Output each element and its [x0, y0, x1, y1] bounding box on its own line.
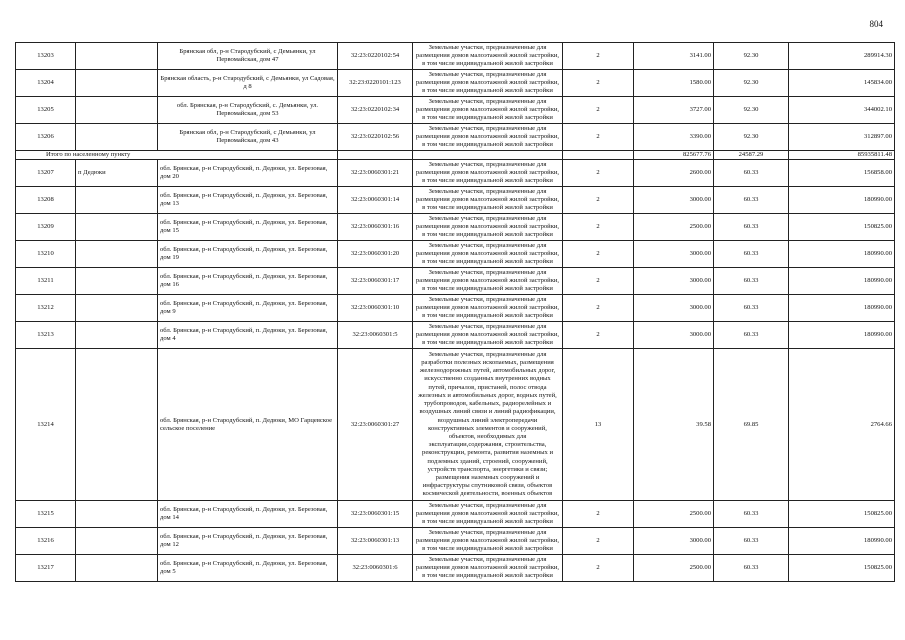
locality-name	[76, 187, 158, 214]
cadastral-number: 32:23:0060301:15	[338, 501, 413, 528]
locality-name	[76, 214, 158, 241]
purpose-category: 13	[563, 349, 634, 501]
row-address: обл. Брянская, р-н Стародубский, п. Дедюки, ул. Березовая, дом 4	[158, 322, 338, 349]
table-row	[16, 214, 895, 241]
cadastral-value: 289914.30	[789, 43, 895, 70]
cadastral-value: 156858.00	[789, 160, 895, 187]
row-address: обл. Брянская, р-н Стародубский, п. Дедюки, ул. Березовая, дом 20	[158, 160, 338, 187]
row-number: 13204	[16, 70, 76, 97]
cadastral-value: 312897.00	[789, 124, 895, 151]
purpose-category: 2	[563, 187, 634, 214]
table-row	[16, 349, 895, 501]
land-purpose: Земельные участки, предназначенные для размещения домов малоэтажной жилой застройки, в том числе индивидуальной жилой застройки	[413, 70, 563, 97]
plot-area: 1580.00	[634, 70, 714, 97]
table-row	[16, 97, 895, 124]
total-empty-cad	[338, 151, 413, 160]
cadastral-number: 32:23:0220102:54	[338, 43, 413, 70]
locality-name	[76, 43, 158, 70]
cadastral-number: 32:23:0060301:6	[338, 555, 413, 582]
purpose-category: 2	[563, 528, 634, 555]
unit-cadastral-value: 60.33	[714, 501, 789, 528]
plot-area: 3000.00	[634, 322, 714, 349]
row-number: 13212	[16, 295, 76, 322]
purpose-category: 2	[563, 555, 634, 582]
locality-name: п Дедюки	[76, 160, 158, 187]
table-row	[16, 70, 895, 97]
row-number: 13214	[16, 349, 76, 501]
purpose-category: 2	[563, 160, 634, 187]
cadastral-value: 180990.00	[789, 268, 895, 295]
row-address: Брянская обл, р-н Стародубский, с Демьянки, ул Первомайская, дом 43	[158, 124, 338, 151]
row-number: 13207	[16, 160, 76, 187]
unit-cadastral-value: 92.30	[714, 43, 789, 70]
land-purpose: Земельные участки, предназначенные для размещения домов малоэтажной жилой застройки, в том числе индивидуальной жилой застройки	[413, 160, 563, 187]
unit-cadastral-value: 60.33	[714, 187, 789, 214]
table-row	[16, 295, 895, 322]
row-number: 13208	[16, 187, 76, 214]
row-address: обл. Брянская, р-н Стародубский, п. Дедюки, ул. Березовая, дом 14	[158, 501, 338, 528]
row-address: обл. Брянская, р-н Стародубский, п. Дедюки, ул. Березовая, дом 19	[158, 241, 338, 268]
row-address: обл. Брянская, р-н Стародубский, с. Демьянки, ул. Первомайская, дом 53	[158, 97, 338, 124]
unit-cadastral-value: 92.30	[714, 97, 789, 124]
cadastral-value: 145834.00	[789, 70, 895, 97]
total-label: Итого по населенному пункту	[16, 151, 338, 160]
locality-name	[76, 295, 158, 322]
table-row	[16, 555, 895, 582]
unit-cadastral-value: 60.33	[714, 268, 789, 295]
locality-name	[76, 501, 158, 528]
row-number: 13211	[16, 268, 76, 295]
table-row	[16, 187, 895, 214]
cadastral-number: 32:23:0060301:21	[338, 160, 413, 187]
purpose-category: 2	[563, 241, 634, 268]
plot-area: 3000.00	[634, 187, 714, 214]
row-number: 13216	[16, 528, 76, 555]
row-address: обл. Брянская, р-н Стародубский, п. Дедюки, МО Гарцевское сельское поселение	[158, 349, 338, 501]
row-number: 13206	[16, 124, 76, 151]
unit-cadastral-value: 60.33	[714, 295, 789, 322]
land-cadastral-table	[15, 42, 895, 582]
cadastral-value: 180990.00	[789, 187, 895, 214]
land-purpose: Земельные участки, предназначенные для размещения домов малоэтажной жилой застройки, в том числе индивидуальной жилой застройки	[413, 124, 563, 151]
land-purpose: Земельные участки, предназначенные для размещения домов малоэтажной жилой застройки, в том числе индивидуальной жилой застройки	[413, 295, 563, 322]
purpose-category: 2	[563, 501, 634, 528]
row-address: обл. Брянская, р-н Стародубский, п. Дедюки, ул. Березовая, дом 5	[158, 555, 338, 582]
plot-area: 3727.00	[634, 97, 714, 124]
purpose-category: 2	[563, 70, 634, 97]
row-address: обл. Брянская, р-н Стародубский, п. Дедюки, ул. Березовая, дом 13	[158, 187, 338, 214]
unit-cadastral-value: 60.33	[714, 555, 789, 582]
row-address: обл. Брянская, р-н Стародубский, п. Дедюки, ул. Березовая, дом 16	[158, 268, 338, 295]
locality-name	[76, 322, 158, 349]
total-price: 24587.29	[714, 151, 789, 160]
row-address: обл. Брянская, р-н Стародубский, п. Дедюки, ул. Березовая, дом 9	[158, 295, 338, 322]
plot-area: 2500.00	[634, 214, 714, 241]
cadastral-value: 150825.00	[789, 555, 895, 582]
cadastral-value: 180990.00	[789, 528, 895, 555]
cadastral-number: 32:23:0060301:17	[338, 268, 413, 295]
purpose-category: 2	[563, 124, 634, 151]
purpose-category: 2	[563, 43, 634, 70]
land-purpose: Земельные участки, предназначенные для размещения домов малоэтажной жилой застройки, в том числе индивидуальной жилой застройки	[413, 322, 563, 349]
locality-name	[76, 555, 158, 582]
locality-name	[76, 349, 158, 501]
total-empty-category	[563, 151, 634, 160]
unit-cadastral-value: 60.33	[714, 322, 789, 349]
cadastral-number: 32:23:0060301:13	[338, 528, 413, 555]
table-body	[16, 43, 895, 582]
cadastral-number: 32:23:0220102:34	[338, 97, 413, 124]
cadastral-value: 150825.00	[789, 501, 895, 528]
row-number: 13213	[16, 322, 76, 349]
cadastral-value: 180990.00	[789, 322, 895, 349]
plot-area: 3000.00	[634, 295, 714, 322]
plot-area: 3000.00	[634, 528, 714, 555]
land-purpose: Земельные участки, предназначенные для размещения домов малоэтажной жилой застройки, в том числе индивидуальной жилой застройки	[413, 268, 563, 295]
locality-name	[76, 241, 158, 268]
land-purpose: Земельные участки, предназначенные для разработки полезных ископаемых, размещения железнодорожных путей, автомобильных дорог, искусственно созданных внутренних водных путей, причалов, пристаней, полос отвода железных и автомобильных дорог, водных путей, трубопроводов, кабельных, радиорелейных и воздушных линий связи и линий радиофикации, воздушных линий электропередачи конструктивных элементов и сооружений, объектов, необходимых для эксплуатации,содержания, строительства, реконструкции, ремонта, развития наземных и подземных зданий, строений, сооружений, устройств транспорта, энергетики и связи; размещения наземных сооружений и инфраструктуры спутниковой связи, объектов космической деятельности, военных объектов	[413, 349, 563, 501]
land-purpose: Земельные участки, предназначенные для размещения домов малоэтажной жилой застройки, в том числе индивидуальной жилой застройки	[413, 187, 563, 214]
cadastral-number: 32:23:0060301:5	[338, 322, 413, 349]
cadastral-value: 150825.00	[789, 214, 895, 241]
row-address: Брянская обл, р-н Стародубский, с Демьянки, ул Первомайская, дом 47	[158, 43, 338, 70]
plot-area: 2600.00	[634, 160, 714, 187]
land-purpose: Земельные участки, предназначенные для размещения домов малоэтажной жилой застройки, в том числе индивидуальной жилой застройки	[413, 501, 563, 528]
land-purpose: Земельные участки, предназначенные для размещения домов малоэтажной жилой застройки, в том числе индивидуальной жилой застройки	[413, 97, 563, 124]
unit-cadastral-value: 60.33	[714, 160, 789, 187]
purpose-category: 2	[563, 295, 634, 322]
cadastral-value: 180990.00	[789, 295, 895, 322]
locality-total-row	[16, 151, 895, 160]
purpose-category: 2	[563, 97, 634, 124]
purpose-category: 2	[563, 322, 634, 349]
locality-name	[76, 70, 158, 97]
table-row	[16, 160, 895, 187]
unit-cadastral-value: 92.30	[714, 124, 789, 151]
plot-area: 3000.00	[634, 241, 714, 268]
plot-area: 2500.00	[634, 555, 714, 582]
unit-cadastral-value: 60.33	[714, 241, 789, 268]
land-purpose: Земельные участки, предназначенные для размещения домов малоэтажной жилой застройки, в том числе индивидуальной жилой застройки	[413, 241, 563, 268]
unit-cadastral-value: 60.33	[714, 528, 789, 555]
cadastral-value: 2764.66	[789, 349, 895, 501]
plot-area: 39.58	[634, 349, 714, 501]
table-row	[16, 322, 895, 349]
row-number: 13215	[16, 501, 76, 528]
land-purpose: Земельные участки, предназначенные для размещения домов малоэтажной жилой застройки, в том числе индивидуальной жилой застройки	[413, 528, 563, 555]
locality-name	[76, 268, 158, 295]
cadastral-number: 32:23:0220101:123	[338, 70, 413, 97]
page-number: 804	[869, 19, 883, 29]
total-cost: 85935811.48	[789, 151, 895, 160]
cadastral-value: 344002.10	[789, 97, 895, 124]
table-row	[16, 124, 895, 151]
plot-area: 3000.00	[634, 268, 714, 295]
purpose-category: 2	[563, 268, 634, 295]
total-empty-purpose	[413, 151, 563, 160]
plot-area: 2500.00	[634, 501, 714, 528]
row-number: 13205	[16, 97, 76, 124]
total-area: 825677.76	[634, 151, 714, 160]
cadastral-number: 32:23:0060301:27	[338, 349, 413, 501]
cadastral-number: 32:23:0060301:10	[338, 295, 413, 322]
row-number: 13203	[16, 43, 76, 70]
land-purpose: Земельные участки, предназначенные для размещения домов малоэтажной жилой застройки, в том числе индивидуальной жилой застройки	[413, 43, 563, 70]
plot-area: 3141.00	[634, 43, 714, 70]
locality-name	[76, 528, 158, 555]
unit-cadastral-value: 60.33	[714, 214, 789, 241]
row-address: Брянская область, р-н Стародубский, с Демьянки, ул Садовая, д 8	[158, 70, 338, 97]
row-address: обл. Брянская, р-н Стародубский, п. Дедюки, ул. Березовая, дом 12	[158, 528, 338, 555]
locality-name	[76, 124, 158, 151]
plot-area: 3390.00	[634, 124, 714, 151]
table-row	[16, 241, 895, 268]
table-row	[16, 528, 895, 555]
table-row	[16, 43, 895, 70]
cadastral-number: 32:23:0060301:14	[338, 187, 413, 214]
land-purpose: Земельные участки, предназначенные для размещения домов малоэтажной жилой застройки, в том числе индивидуальной жилой застройки	[413, 555, 563, 582]
row-number: 13210	[16, 241, 76, 268]
cadastral-number: 32:23:0060301:16	[338, 214, 413, 241]
unit-cadastral-value: 69.85	[714, 349, 789, 501]
table-row	[16, 268, 895, 295]
cadastral-value: 180990.00	[789, 241, 895, 268]
row-number: 13217	[16, 555, 76, 582]
locality-name	[76, 97, 158, 124]
purpose-category: 2	[563, 214, 634, 241]
unit-cadastral-value: 92.30	[714, 70, 789, 97]
row-number: 13209	[16, 214, 76, 241]
cadastral-number: 32:23:0060301:20	[338, 241, 413, 268]
row-address: обл. Брянская, р-н Стародубский, п. Дедюки, ул. Березовая, дом 15	[158, 214, 338, 241]
land-purpose: Земельные участки, предназначенные для размещения домов малоэтажной жилой застройки, в том числе индивидуальной жилой застройки	[413, 214, 563, 241]
table-row	[16, 501, 895, 528]
cadastral-number: 32:23:0220102:56	[338, 124, 413, 151]
